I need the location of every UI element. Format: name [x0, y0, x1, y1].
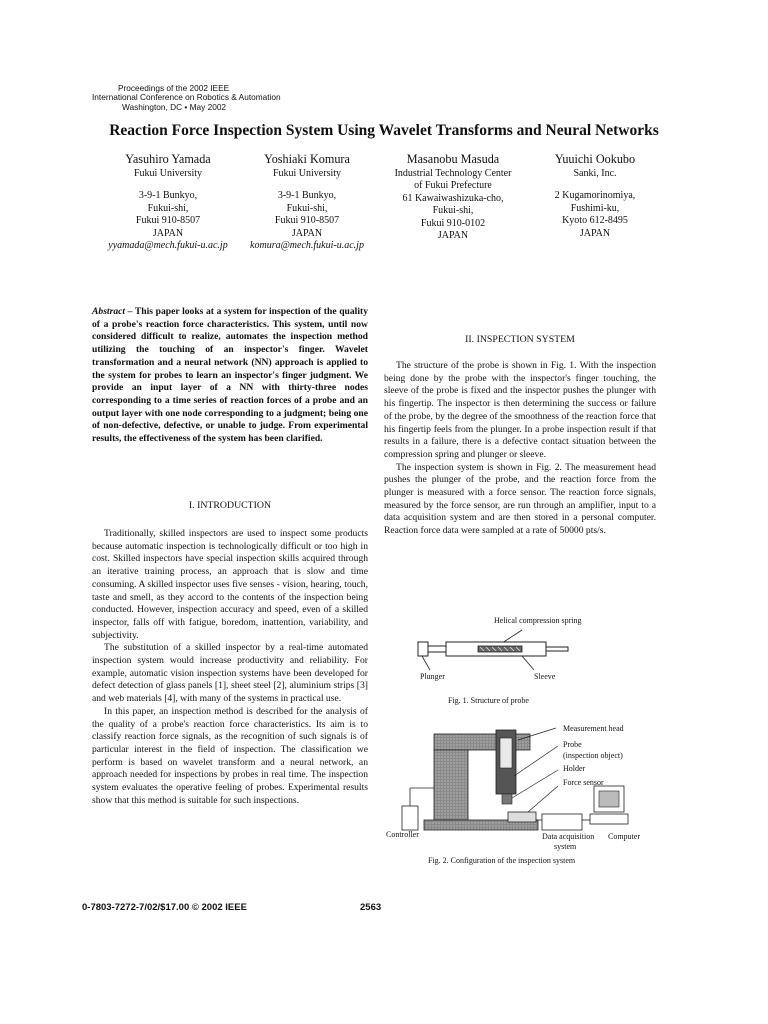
- fig2-caption: Fig. 2. Configuration of the inspection system: [428, 856, 576, 865]
- fig2-label-daq: Data acquisition: [542, 832, 595, 841]
- paper-title: Reaction Force Inspection System Using Wavelet Transforms and Neural Networks: [109, 122, 659, 139]
- fig2-label-holder: Holder: [563, 764, 586, 773]
- paragraph: The inspection system is shown in Fig. 2. The measurement head pushes the plunger of the probe, and the reaction force from the plunger is measured with a force sensor. The reaction force signals, measured by the force sensor, are run through an amplifier, input to a data acquisition system and are then stored in a personal computer. Reaction force data were sampled at a rate of 50000 pts/s.: [384, 461, 656, 537]
- author-address: JAPAN: [291, 227, 323, 239]
- author-affiliation: Sanki, Inc.: [573, 168, 617, 179]
- author-block: [92, 152, 244, 252]
- paragraph: In this paper, an inspection method is described for the analysis of the quality of a probe's reaction force characteristics. Its aim is to classify reaction force signals, as the recognition of such signals is of particular interest in the field of inspection. The classification we perform is based on wavelet transform and a neural network, an approach needed for inspections by probes in real time. The inspection system evaluates the operative feeling of probes. Experimental results show that this method is suitable for such inspections.: [92, 705, 368, 806]
- paragraph: The structure of the probe is shown in Fig. 1. With the inspection being done by the probe with the inspector's finger touching, the sleeve of the probe is fixed and the inspector pushes the plunger with his fingertip. The inspector is then determining the success or failure of the probe, by the degree of the smoothness of the reaction force that his fingertip feels from the plunger. In a probe inspection result if that results in a failure, there is a defective contact situation between the compression spring and plunger or sleeve.: [384, 360, 656, 460]
- author-address: Fukui-shi,: [286, 202, 328, 214]
- author-block: [534, 152, 656, 240]
- author-name: Yasuhiro Yamada: [125, 152, 211, 166]
- fig1-caption: Fig. 1. Structure of probe: [448, 696, 529, 705]
- author-email: yyamada@mech.fukui-u.ac.jp: [108, 240, 228, 252]
- author-address: Fukui-shi,: [432, 205, 474, 217]
- abstract: [92, 306, 368, 446]
- author-name: Yuuichi Ookubo: [554, 152, 636, 166]
- author-address: Fushimi-ku,: [570, 202, 620, 214]
- proceedings-line: International Conference on Robotics & Automation: [92, 92, 281, 103]
- author-address: 2 Kugamorinomiya,: [554, 190, 636, 202]
- page-number: 2563: [360, 902, 382, 913]
- author-affiliation: Industrial Technology Center: [394, 168, 512, 179]
- fig2-label-force-sensor: Force sensor: [563, 778, 604, 787]
- fig2-label-daq-system: system: [554, 842, 577, 851]
- author-name: Yoshiaki Komura: [264, 152, 350, 166]
- fig2-label-measurement-head: Measurement head: [563, 724, 624, 733]
- author-block: [372, 152, 534, 242]
- author-address: Fukui 910-8507: [274, 215, 340, 227]
- introduction-body: [92, 528, 368, 807]
- author-address: 61 Kawaiwashizuka-cho,: [402, 192, 504, 204]
- proceedings-line: Proceedings of the 2002 IEEE: [118, 83, 230, 93]
- paragraph: The substitution of a skilled inspector by a real-time automated inspection system would increase productivity and reliability. For example, automatic vision inspection systems have been developed for defect detection of glass panels [1], sheet steel [2], aluminium strips [3] and web materials [4], with many of the systems in practical use.: [92, 642, 368, 705]
- proceedings-line: Washington, DC • May 2002: [122, 101, 227, 112]
- author-address: 3-9-1 Bunkyo,: [138, 190, 198, 202]
- author-name: Masanobu Masuda: [406, 152, 500, 166]
- section-heading-inspection-system: II. INSPECTION SYSTEM: [465, 334, 575, 345]
- author-affiliation: of Fukui Prefecture: [414, 180, 492, 192]
- author-address: 3-9-1 Bunkyo,: [277, 190, 337, 202]
- author-address: Kyoto 612-8495: [562, 215, 628, 227]
- author-affiliation: Fukui University: [133, 168, 203, 179]
- proceedings-header: [92, 84, 281, 112]
- author-block: [230, 152, 384, 252]
- author-address: Fukui 910-0102: [420, 217, 486, 229]
- footer-isbn: 0-7803-7272-7/02/$17.00 © 2002 IEEE: [82, 902, 247, 913]
- author-address: Fukui 910-8507: [135, 215, 201, 227]
- fig2-system-diagram: [396, 720, 646, 840]
- fig2-label-computer: Computer: [608, 832, 640, 841]
- fig2-label-controller: Controller: [386, 830, 419, 839]
- fig1-label-sleeve: Sleeve: [534, 672, 556, 681]
- author-address: JAPAN: [437, 230, 469, 242]
- paragraph: Traditionally, skilled inspectors are used to inspect some products because automatic inspection is technologically difficult or too high in cost. Skilled inspectors have special inspection skills acquired through an iterative training process, an approach that is slow and time consuming. A skilled inspector uses five senses - vision, hearing, touch, taste and smell, as they accord to the contents of the inspection being conducted. However, inspection accuracy and speed, even of a skilled inspector, falls off with fatigue, boredom, inattention, variability, and subjectivity.: [92, 528, 368, 641]
- fig1-label-spring: Helical compression spring: [494, 616, 582, 625]
- fig1-label-plunger: Plunger: [420, 672, 445, 681]
- author-email: komura@mech.fukui-u.ac.jp: [250, 240, 364, 252]
- abstract-text: – This paper looks at a system for inspection of the quality of a probe's reaction force characteristics. This system, until now considered difficult to realize, automates the inspection method utilizing the touching of an inspector's finger. Wavelet transformation and a neural network (NN) approach is applied to the system for probes to learn an inspector's finger judgment. We provide an input layer of a NN with thirty-three nodes corresponding to a time series of reaction forces of a probe and an output layer with one node corresponding to a judgment; being one of non-defective, defective, or unable to judge. From experimental results, the effectiveness of the system has been clarified.: [92, 306, 368, 445]
- author-affiliation: Fukui University: [272, 168, 342, 179]
- inspection-system-body: [384, 360, 656, 538]
- fig2-label-probe-note: (inspection object): [563, 751, 623, 760]
- abstract-label: Abstract: [92, 306, 126, 317]
- author-address: JAPAN: [579, 227, 611, 239]
- author-address: Fukui-shi,: [147, 202, 189, 214]
- fig1-probe-diagram: [410, 628, 580, 672]
- author-address: JAPAN: [152, 227, 184, 239]
- section-heading-introduction: I. INTRODUCTION: [188, 500, 272, 511]
- fig2-label-probe: Probe: [563, 740, 582, 749]
